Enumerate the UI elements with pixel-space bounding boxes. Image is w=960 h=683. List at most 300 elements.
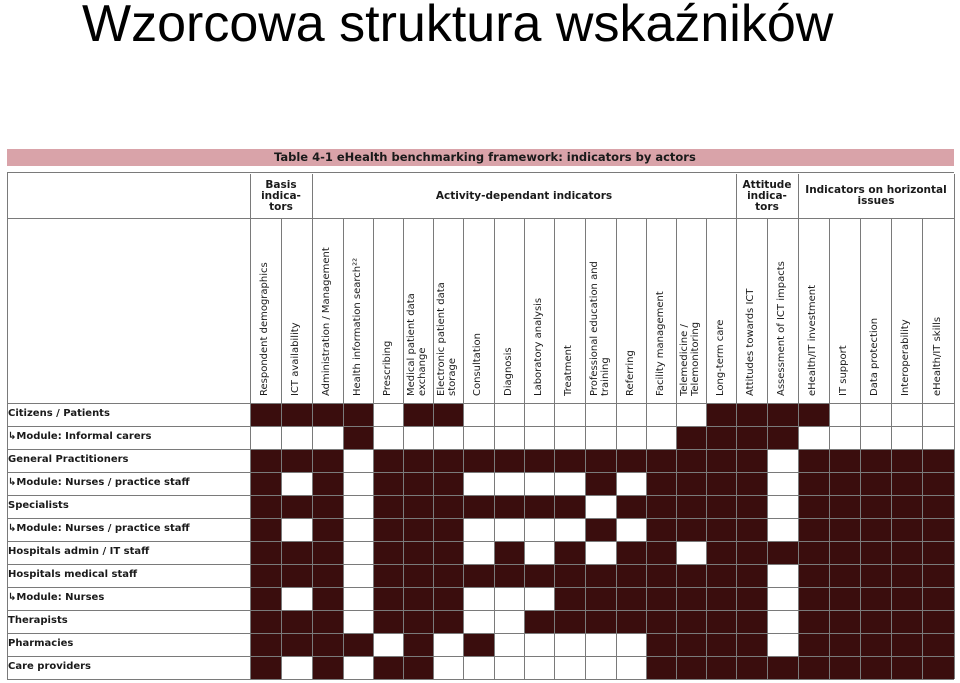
filled-cell [616,495,646,518]
grid-line [616,218,617,679]
filled-cell [403,495,433,518]
empty-cell [373,426,403,449]
filled-cell [403,633,433,656]
filled-cell [860,518,891,541]
filled-cell [676,449,706,472]
column-header: Laboratory analysis [532,297,544,396]
filled-cell [403,564,433,587]
filled-cell [891,610,922,633]
empty-cell [281,518,312,541]
filled-cell [706,656,736,679]
grid-line [7,172,954,173]
filled-cell [616,449,646,472]
filled-cell [403,472,433,495]
filled-cell [373,449,403,472]
filled-cell [312,403,343,426]
filled-cell [250,495,281,518]
filled-cell [403,587,433,610]
empty-cell [829,403,860,426]
filled-cell [281,541,312,564]
empty-cell [524,472,554,495]
empty-cell [585,403,616,426]
empty-cell [433,633,463,656]
filled-cell [706,633,736,656]
filled-cell [250,449,281,472]
filled-cell [736,633,767,656]
filled-cell [281,403,312,426]
filled-cell [343,426,373,449]
filled-cell [798,587,829,610]
column-header: training [599,357,611,396]
filled-cell [646,518,676,541]
empty-cell [343,610,373,633]
filled-cell [281,564,312,587]
filled-cell [585,472,616,495]
filled-cell [646,472,676,495]
filled-cell [922,518,954,541]
filled-cell [554,587,585,610]
empty-cell [585,426,616,449]
filled-cell [798,564,829,587]
filled-cell [646,564,676,587]
grid-line [922,218,923,679]
empty-cell [767,518,798,541]
filled-cell [403,610,433,633]
filled-cell [798,656,829,679]
column-header: IT support [838,345,849,396]
filled-cell [736,426,767,449]
filled-cell [494,495,524,518]
filled-cell [891,564,922,587]
grid-line [7,518,954,519]
filled-cell [646,541,676,564]
empty-cell [494,472,524,495]
filled-cell [706,610,736,633]
empty-cell [373,403,403,426]
filled-cell [373,472,403,495]
filled-cell [433,541,463,564]
group-header-line: issues [857,195,895,207]
empty-cell [281,587,312,610]
filled-cell [891,656,922,679]
filled-cell [860,449,891,472]
empty-cell [433,656,463,679]
empty-cell [312,426,343,449]
filled-cell [922,610,954,633]
filled-cell [829,518,860,541]
filled-cell [312,564,343,587]
filled-cell [736,403,767,426]
filled-cell [554,610,585,633]
filled-cell [616,587,646,610]
column-header: Referring [624,350,636,396]
column-header: Interoperability [900,319,911,396]
grid-line [7,495,954,496]
filled-cell [676,587,706,610]
grid-line [343,218,344,679]
row-label: ↳Module: Nurses / practice staff [8,477,190,488]
filled-cell [312,449,343,472]
empty-cell [524,587,554,610]
empty-cell [585,633,616,656]
empty-cell [494,518,524,541]
filled-cell [403,403,433,426]
empty-cell [767,472,798,495]
empty-cell [767,564,798,587]
column-header: storage [447,358,458,396]
filled-cell [343,403,373,426]
filled-cell [706,403,736,426]
filled-cell [343,633,373,656]
column-header: Telemonitoring [690,321,701,396]
filled-cell [494,541,524,564]
grid-line [7,403,954,404]
filled-cell [403,656,433,679]
empty-cell [343,587,373,610]
group-header [250,174,312,218]
empty-cell [524,541,554,564]
empty-cell [585,495,616,518]
empty-cell [494,587,524,610]
filled-cell [860,541,891,564]
filled-cell [373,610,403,633]
empty-cell [891,403,922,426]
filled-cell [250,472,281,495]
grid-line [7,449,954,450]
filled-cell [312,587,343,610]
empty-cell [343,656,373,679]
column-header: Long-term care [714,319,726,396]
row-label: ↳Module: Informal carers [8,431,152,442]
filled-cell [706,449,736,472]
filled-cell [312,633,343,656]
group-header-line: Activity-dependant indicators [435,189,613,202]
filled-cell [736,495,767,518]
filled-cell [706,564,736,587]
filled-cell [891,587,922,610]
column-header: Administration / Management [321,247,332,396]
filled-cell [433,518,463,541]
grid-line [7,633,954,634]
empty-cell [585,541,616,564]
empty-cell [494,426,524,449]
filled-cell [798,449,829,472]
empty-cell [494,403,524,426]
empty-cell [281,472,312,495]
filled-cell [829,495,860,518]
filled-cell [616,541,646,564]
filled-cell [250,541,281,564]
filled-cell [403,518,433,541]
grid-line [494,218,495,679]
empty-cell [463,426,494,449]
row-label: Pharmacies [8,638,74,649]
filled-cell [676,426,706,449]
filled-cell [463,495,494,518]
column-header: Consultation [472,333,483,396]
filled-cell [250,633,281,656]
filled-cell [524,495,554,518]
empty-cell [646,403,676,426]
grid-line [7,218,954,219]
filled-cell [706,518,736,541]
column-header: eHealth/IT skills [931,316,943,396]
empty-cell [554,656,585,679]
column-header: Facility management [654,291,666,396]
grid-line [250,174,251,679]
column-header: eHealth/IT investment [807,284,818,396]
filled-cell [736,472,767,495]
filled-cell [312,610,343,633]
empty-cell [554,518,585,541]
grid-line [7,656,954,657]
filled-cell [922,472,954,495]
empty-cell [554,403,585,426]
grid-line [891,218,892,679]
filled-cell [736,587,767,610]
grid-line [373,218,374,679]
empty-cell [281,426,312,449]
empty-cell [860,403,891,426]
filled-cell [829,564,860,587]
empty-cell [403,426,433,449]
filled-cell [798,541,829,564]
filled-cell [281,495,312,518]
filled-cell [676,495,706,518]
filled-cell [463,449,494,472]
filled-cell [373,541,403,564]
filled-cell [706,587,736,610]
empty-cell [767,495,798,518]
filled-cell [706,472,736,495]
filled-cell [646,495,676,518]
empty-cell [494,610,524,633]
filled-cell [860,610,891,633]
row-label: ↳Module: Nurses / practice staff [8,523,190,534]
filled-cell [676,564,706,587]
group-header-line: indica- [747,189,787,202]
grid-line [554,218,555,679]
filled-cell [281,449,312,472]
filled-cell [433,495,463,518]
empty-cell [585,656,616,679]
filled-cell [676,633,706,656]
grid-line [7,426,954,427]
filled-cell [829,656,860,679]
filled-cell [646,633,676,656]
filled-cell [706,495,736,518]
empty-cell [767,610,798,633]
filled-cell [463,564,494,587]
filled-cell [922,449,954,472]
empty-cell [343,564,373,587]
filled-cell [312,656,343,679]
empty-cell [463,403,494,426]
empty-cell [463,610,494,633]
column-header: Diagnosis [502,347,514,396]
group-header-line: Attitude [742,178,792,191]
empty-cell [524,633,554,656]
filled-cell [676,610,706,633]
grid-line [433,218,434,679]
empty-cell [524,403,554,426]
group-header [798,174,954,218]
grid-line [7,610,954,611]
filled-cell [554,541,585,564]
group-header-line: Basis [265,178,297,191]
filled-cell [829,587,860,610]
filled-cell [373,656,403,679]
filled-cell [312,495,343,518]
grid-line [829,218,830,679]
column-header: Attitudes towards ICT [745,288,756,396]
slide-title: Wzorcowa struktura wskaźników [82,0,834,53]
empty-cell [798,426,829,449]
empty-cell [524,656,554,679]
filled-cell [463,633,494,656]
empty-cell [676,403,706,426]
filled-cell [433,449,463,472]
empty-cell [463,587,494,610]
filled-cell [829,472,860,495]
empty-cell [616,656,646,679]
filled-cell [250,656,281,679]
filled-cell [585,564,616,587]
grid-line [860,218,861,679]
grid-line [312,174,313,679]
filled-cell [922,495,954,518]
row-label: Citizens / Patients [8,408,110,419]
filled-cell [373,518,403,541]
filled-cell [433,564,463,587]
empty-cell [433,426,463,449]
column-header: Electronic patient data [436,282,447,396]
filled-cell [891,518,922,541]
filled-cell [706,541,736,564]
filled-cell [891,633,922,656]
filled-cell [767,541,798,564]
empty-cell [281,656,312,679]
empty-cell [343,495,373,518]
grid-line [7,679,954,680]
empty-cell [343,518,373,541]
filled-cell [706,426,736,449]
filled-cell [860,472,891,495]
filled-cell [250,403,281,426]
column-header: Prescribing [381,340,393,396]
filled-cell [433,472,463,495]
filled-cell [373,495,403,518]
grid-line [954,174,955,679]
filled-cell [646,449,676,472]
grid-line [7,541,954,542]
filled-cell [554,495,585,518]
grid-line [585,218,586,679]
empty-cell [494,656,524,679]
filled-cell [494,564,524,587]
filled-cell [646,587,676,610]
filled-cell [798,610,829,633]
group-header-line: tors [755,200,779,213]
filled-cell [922,587,954,610]
grid-line [767,218,768,679]
filled-cell [798,403,829,426]
group-header-line: indica- [261,189,301,202]
filled-cell [860,564,891,587]
grid-line [524,218,525,679]
filled-cell [829,541,860,564]
filled-cell [736,564,767,587]
grid-line [7,564,954,565]
filled-cell [736,518,767,541]
column-header: Respondent demographics [259,262,270,396]
grid-line [281,218,282,679]
filled-cell [403,449,433,472]
grid-line [676,218,677,679]
grid-line [706,218,707,679]
empty-cell [463,541,494,564]
filled-cell [922,541,954,564]
filled-cell [860,656,891,679]
filled-cell [676,472,706,495]
row-label: Care providers [8,661,92,672]
filled-cell [798,495,829,518]
empty-cell [922,403,954,426]
empty-cell [829,426,860,449]
column-header: Medical patient data [406,293,417,396]
column-header: Data protection [869,317,880,396]
filled-cell [616,564,646,587]
empty-cell [860,426,891,449]
column-header: Professional education and [588,261,600,396]
column-header: Assessment of ICT impacts [776,261,787,396]
empty-cell [616,403,646,426]
filled-cell [860,495,891,518]
empty-cell [616,633,646,656]
grid-line [403,218,404,679]
grid-line [7,172,8,679]
empty-cell [616,472,646,495]
empty-cell [463,656,494,679]
column-header: ICT availability [290,322,301,396]
grid-line [646,218,647,679]
filled-cell [585,449,616,472]
filled-cell [312,472,343,495]
filled-cell [250,518,281,541]
empty-cell [343,449,373,472]
empty-cell [767,587,798,610]
filled-cell [433,610,463,633]
filled-cell [585,518,616,541]
empty-cell [676,541,706,564]
column-header: Health information search²² [351,257,363,396]
grid-line [7,587,954,588]
group-header-line: Indicators on horizontal [805,184,947,196]
table-caption: Table 4-1 eHealth benchmarking framework: indicators by actors [274,150,696,164]
empty-cell [616,518,646,541]
empty-cell [343,541,373,564]
filled-cell [403,541,433,564]
filled-cell [829,610,860,633]
filled-cell [373,564,403,587]
row-label: ↳Module: Nurses [8,592,105,603]
filled-cell [736,610,767,633]
row-label: General Practitioners [8,454,129,465]
grid-line [7,472,954,473]
column-header: Telemedicine / [679,324,690,396]
empty-cell [922,426,954,449]
filled-cell [891,449,922,472]
